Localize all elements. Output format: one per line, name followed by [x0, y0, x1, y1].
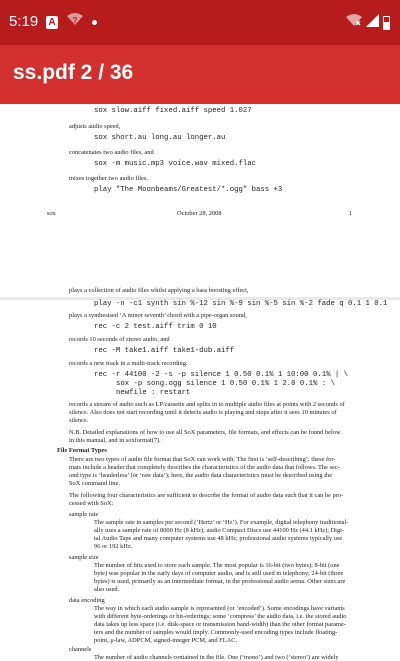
example-command: sox short.au long.au longer.au	[94, 134, 226, 142]
term-description: tal Audio Tape and many computer systems use 48 kHz; professional audio systems typically use	[94, 535, 343, 542]
body-text: The following four characteristics are sufficient to describe the format of audio data such that it can be pro-	[69, 492, 344, 499]
body-text: ond type is ‘headerless’ (or ‘raw data’); here, the audio data characteristics must be described using the	[69, 472, 333, 479]
svg-text:?: ?	[72, 16, 78, 25]
notification-dot-icon	[92, 20, 97, 25]
example-command: rec -M take1.aiff take1-dub.aiff	[94, 347, 235, 355]
body-text: records 10 seconds of stereo audio, and	[69, 336, 170, 343]
term-label: sample size	[69, 554, 99, 561]
term-description: The number of bits used to store each sample. The most popular is 16-bit (two bytes); 8-bit (one	[94, 562, 340, 569]
body-text: concatenates two audio files, and	[69, 149, 154, 156]
body-text: There are two types of audio file format that SoX can work with. The first is ‘self-describing’; these for-	[69, 456, 336, 463]
example-command: sox -m music.mp3 voice.wav mixed.flac	[94, 160, 257, 168]
term-description: with different byte-orderings or bit-orderings; some ‘compress’ the audio data, i.e. the stored audio	[94, 613, 347, 620]
battery-icon	[383, 16, 390, 30]
body-text: records a new track in a multi-track recording.	[69, 360, 188, 367]
page-footer-left: sox	[47, 210, 56, 217]
signal-icon	[366, 14, 379, 32]
body-text: N.B. Detailed explanations of how to use all SoX parameters, file formats, and effects can be found below	[69, 429, 341, 436]
term-label: sample rate	[69, 511, 99, 518]
term-description: ally uses a sample rate of 8000 Hz (8 kHz); audio Compact Discs use 44100 Hz (44.1 kHz); Digi-	[94, 527, 345, 534]
term-description: also used.	[94, 586, 120, 593]
term-description: point, μ-law, ADPCM, signed-integer PCM, and FLAC.	[94, 637, 238, 644]
term-description: bytes) is used, primarily as an intermediate format, in the professional audio arena. Other sizes are	[94, 578, 346, 585]
body-text: records a stream of audio such as LP/cassette and splits in to multiple audio files at points with 2 seconds of	[69, 401, 345, 408]
body-text: plays a synthesised ‘A minor seventh’ chord with a pipe-organ sound,	[69, 312, 247, 319]
page-number: 1	[349, 210, 353, 217]
term-description: byte) was popular in the early days of computer audio, and is still used in telephony; 24-bit (three	[94, 570, 344, 577]
example-command: rec -r 44100 -2 -s -p silence 1 0.50 0.1% 1 10:00 0.1% | \	[94, 371, 348, 379]
body-text: cessed with SoX:	[69, 500, 114, 507]
example-command: sox -p song.ogg silence 1 0.50 0.1% 1 2.0 0.1% : \	[116, 380, 335, 388]
term-description: 96 or 192 kHz.	[94, 543, 133, 550]
term-description: The number of audio channels contained in the file. One (‘mono’) and two (‘stereo’) are widely	[94, 654, 339, 661]
status-right-icons	[346, 14, 390, 32]
wifi-question-icon	[67, 13, 83, 31]
body-text: silence. Also does not start recording until it detects audio is playing and stops after it sees 10 minutes of	[69, 409, 337, 416]
body-text: plays a collection of audio files whilst applying a bass boosting effect,	[69, 287, 249, 294]
term-label: data encoding	[69, 597, 105, 604]
body-text: mixes together two audio files.	[69, 175, 148, 182]
page-footer-date: October 28, 2008	[177, 210, 222, 217]
example-command: sox slow.aiff fixed.aiff speed 1.027	[94, 107, 252, 115]
body-text: SoX command line.	[69, 480, 120, 487]
term-description: ters and the number of samples would imply. Commonly-used encoding types include floating-	[94, 629, 338, 636]
term-description: The way in which each audio sample is represented (or ‘encoded’). Some encodings have variants	[94, 605, 345, 612]
example-command: play -n -c1 synth sin %-12 sin %-9 sin %-5 sin %-2 fade q 0.1 1 0.1	[94, 300, 388, 308]
app-bar	[0, 45, 400, 104]
example-command: rec -c 2 test.aiff trim 0 10	[94, 323, 217, 331]
pdf-page-current[interactable]	[0, 287, 400, 661]
status-time: 5:19	[9, 13, 39, 30]
term-label: channels	[69, 646, 92, 653]
notification-badge-icon: A	[46, 16, 58, 29]
pdf-page-previous[interactable]	[0, 104, 400, 297]
body-text: mats include a header that completely describes the characteristics of the audio data that follows. The sec-	[69, 464, 340, 471]
body-text: adjusts audio speed,	[69, 123, 121, 130]
term-description: The sample rate in samples per second (‘Hertz’ or ‘Hz’). For example, digital telephony traditional-	[94, 519, 349, 526]
example-command: newfile : restart	[116, 389, 191, 397]
document-title: ss.pdf 2 / 36	[13, 61, 134, 84]
example-command: play "The Moonbeams/Greatest/*.ogg" bass +3	[94, 186, 283, 194]
body-text: in this manual, and in soxformat(7).	[69, 437, 161, 444]
section-heading: File Format Types	[57, 447, 107, 454]
term-description: data takes up less space (i.e. disk-space or transmission band-width) than the other format parame-	[94, 621, 346, 628]
status-left-icons	[46, 13, 97, 31]
wifi-x-icon	[346, 14, 362, 32]
body-text: silence.	[69, 417, 89, 424]
status-bar	[0, 0, 400, 45]
